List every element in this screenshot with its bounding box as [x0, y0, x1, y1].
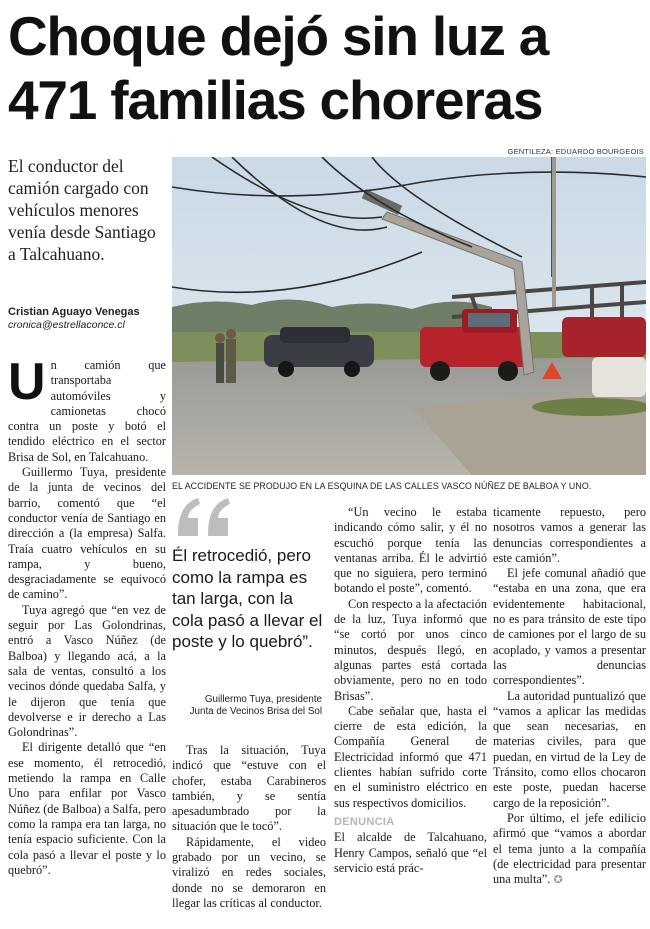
photo-credit: GENTILEZA: EDUARDO BOURGEOIS: [507, 147, 644, 156]
col3-paragraph-1: “Un vecino le estaba indicando cómo salir, y él no escuchó porque tenía las ventanas arriba. Él le advirtió que no siguiera, pero terminó botando el poste”, comentó.: [334, 505, 487, 596]
col3-paragraph-2: Con respecto a la afectación de la luz, Tuya informó que “se cortó por unos cinco minutos, después llegó, en algunas partes está cortada obviamente, pero no en todo Brisas”.: [334, 596, 487, 703]
col3-paragraph-3: Cabe señalar que, hasta el cierre de esta edición, la Compañía General de Electricidad informó que 471 clientes habían sufrido corte en el suministro eléctrico en sus respectivos domicilios.: [334, 703, 487, 810]
drop-cap: U: [8, 353, 46, 411]
photo-caption: EL ACCIDENTE SE PRODUJO EN LA ESQUINA DE LAS CALLES VASCO NÚÑEZ DE BALBOA Y UNO.: [172, 481, 592, 491]
col4-paragraph-2: El jefe comunal añadió que “estaba en una zona, que era evidentemente habitacional, no es para tránsito de este tipo de camiones por el largo de su acoplado, y vamos a presentar las denuncias correspondientes”.: [493, 566, 646, 688]
pull-quote-attribution: [172, 694, 322, 718]
headline: [8, 4, 644, 132]
col3-paragraph-4: El alcalde de Talcahuano, Henry Campos, señaló que “el servicio está prác-: [334, 830, 487, 875]
col4-paragraph-4-text: Por último, el jefe edilicio afirmó que “vamos a abordar el tema junto a la compañía (de electricidad para presentar una multa”.: [493, 810, 646, 887]
end-mark-icon: ✪: [553, 874, 563, 887]
col1-paragraph-3: Tuya agregó que “en vez de seguir por Las Golondrinas, entró a Vasco Núñez (de Balboa) y llegando acá, a la sala de ventas, consultó a los vecinos dónde quedaba Salfa, y le dijeron que tenía que devolverse e ir derecho a Las Golondrinas”.: [8, 602, 166, 740]
byline-author: Cristian Aguayo Venegas: [8, 306, 140, 318]
section-kicker-denuncia: DENUNCIA: [334, 815, 395, 828]
col1-paragraph-2: Guillermo Tuya, presidente de la junta de vecinos del barrio, comentó que “el conductor venía de Santiago en dirección a (la empresa) Salfa. Traía cuatro vehículos en su rampa, y bueno, desgraciadamente se equivocó de camino”.: [8, 465, 166, 602]
quote-mark-icon: [176, 494, 236, 540]
deck-subheadline: El conductor del camión cargado con vehículos menores venía desde Santiago a Talcahuano.: [8, 156, 156, 264]
quote-attribution-org: Junta de Vecinos Brisa del Sol: [189, 706, 322, 717]
col1-paragraph-1-text: n camión que transportaba automóviles y camionetas chocó contra un poste y botó el tendido eléctrico en el sector Brisa de Sol, en Talcahuano.: [8, 358, 166, 464]
accident-photo-illustration: [172, 157, 646, 475]
pull-quote: Él retrocedió, pero como la rampa es tan larga, con la cola pasó a llevar el poste y lo quebró”.: [172, 546, 323, 651]
article-column-1: [8, 353, 166, 878]
article-column-2: [172, 743, 326, 911]
headline-line-2: 471 familias choreras: [8, 69, 543, 131]
col2-paragraph-2: Rápidamente, el video grabado por un vecino, se viralizó en redes sociales, donde no se demoraron en llegar las críticas al conductor.: [172, 834, 326, 910]
byline-email: cronica@estrellaconce.cl: [8, 319, 125, 331]
col4-paragraph-3: La autoridad puntualizó que “vamos a aplicar las medidas que sean necesarias, en materias civiles, para que puedan, en virtud de la Ley de Tránsito, como ellos chocaron este poste, puedan hacerse cargo de la reposición”.: [493, 688, 646, 810]
accident-photo: [172, 157, 646, 475]
article-column-4: [493, 505, 646, 888]
byline: [8, 306, 166, 332]
col4-paragraph-4: [493, 811, 646, 888]
col1-paragraph-1: [8, 353, 166, 465]
quote-attribution-name: Guillermo Tuya, presidente: [204, 694, 322, 705]
col2-paragraph-1: Tras la situación, Tuya indicó que “estuve con el chofer, estaba Carabineros también, y se sentía apesadumbrado por la situación que le tocó”.: [172, 743, 326, 834]
article-column-3: [334, 505, 487, 876]
col1-paragraph-4: El dirigente detalló que “en ese momento, él retrocedió, metiendo la rampa en Calle Uno para enfilar por Vasco Núñez (de Balboa) a Salfa, pero como la rampa era tan larga, no tenía espacio suficiente. Con la cola pasó a llevar el poste y lo quebró”.: [8, 740, 166, 877]
col4-paragraph-1: ticamente repuesto, pero nosotros vamos a generar las denuncias correspondientes a este camión”.: [493, 505, 646, 565]
headline-line-1: Choque dejó sin luz a: [8, 5, 549, 67]
